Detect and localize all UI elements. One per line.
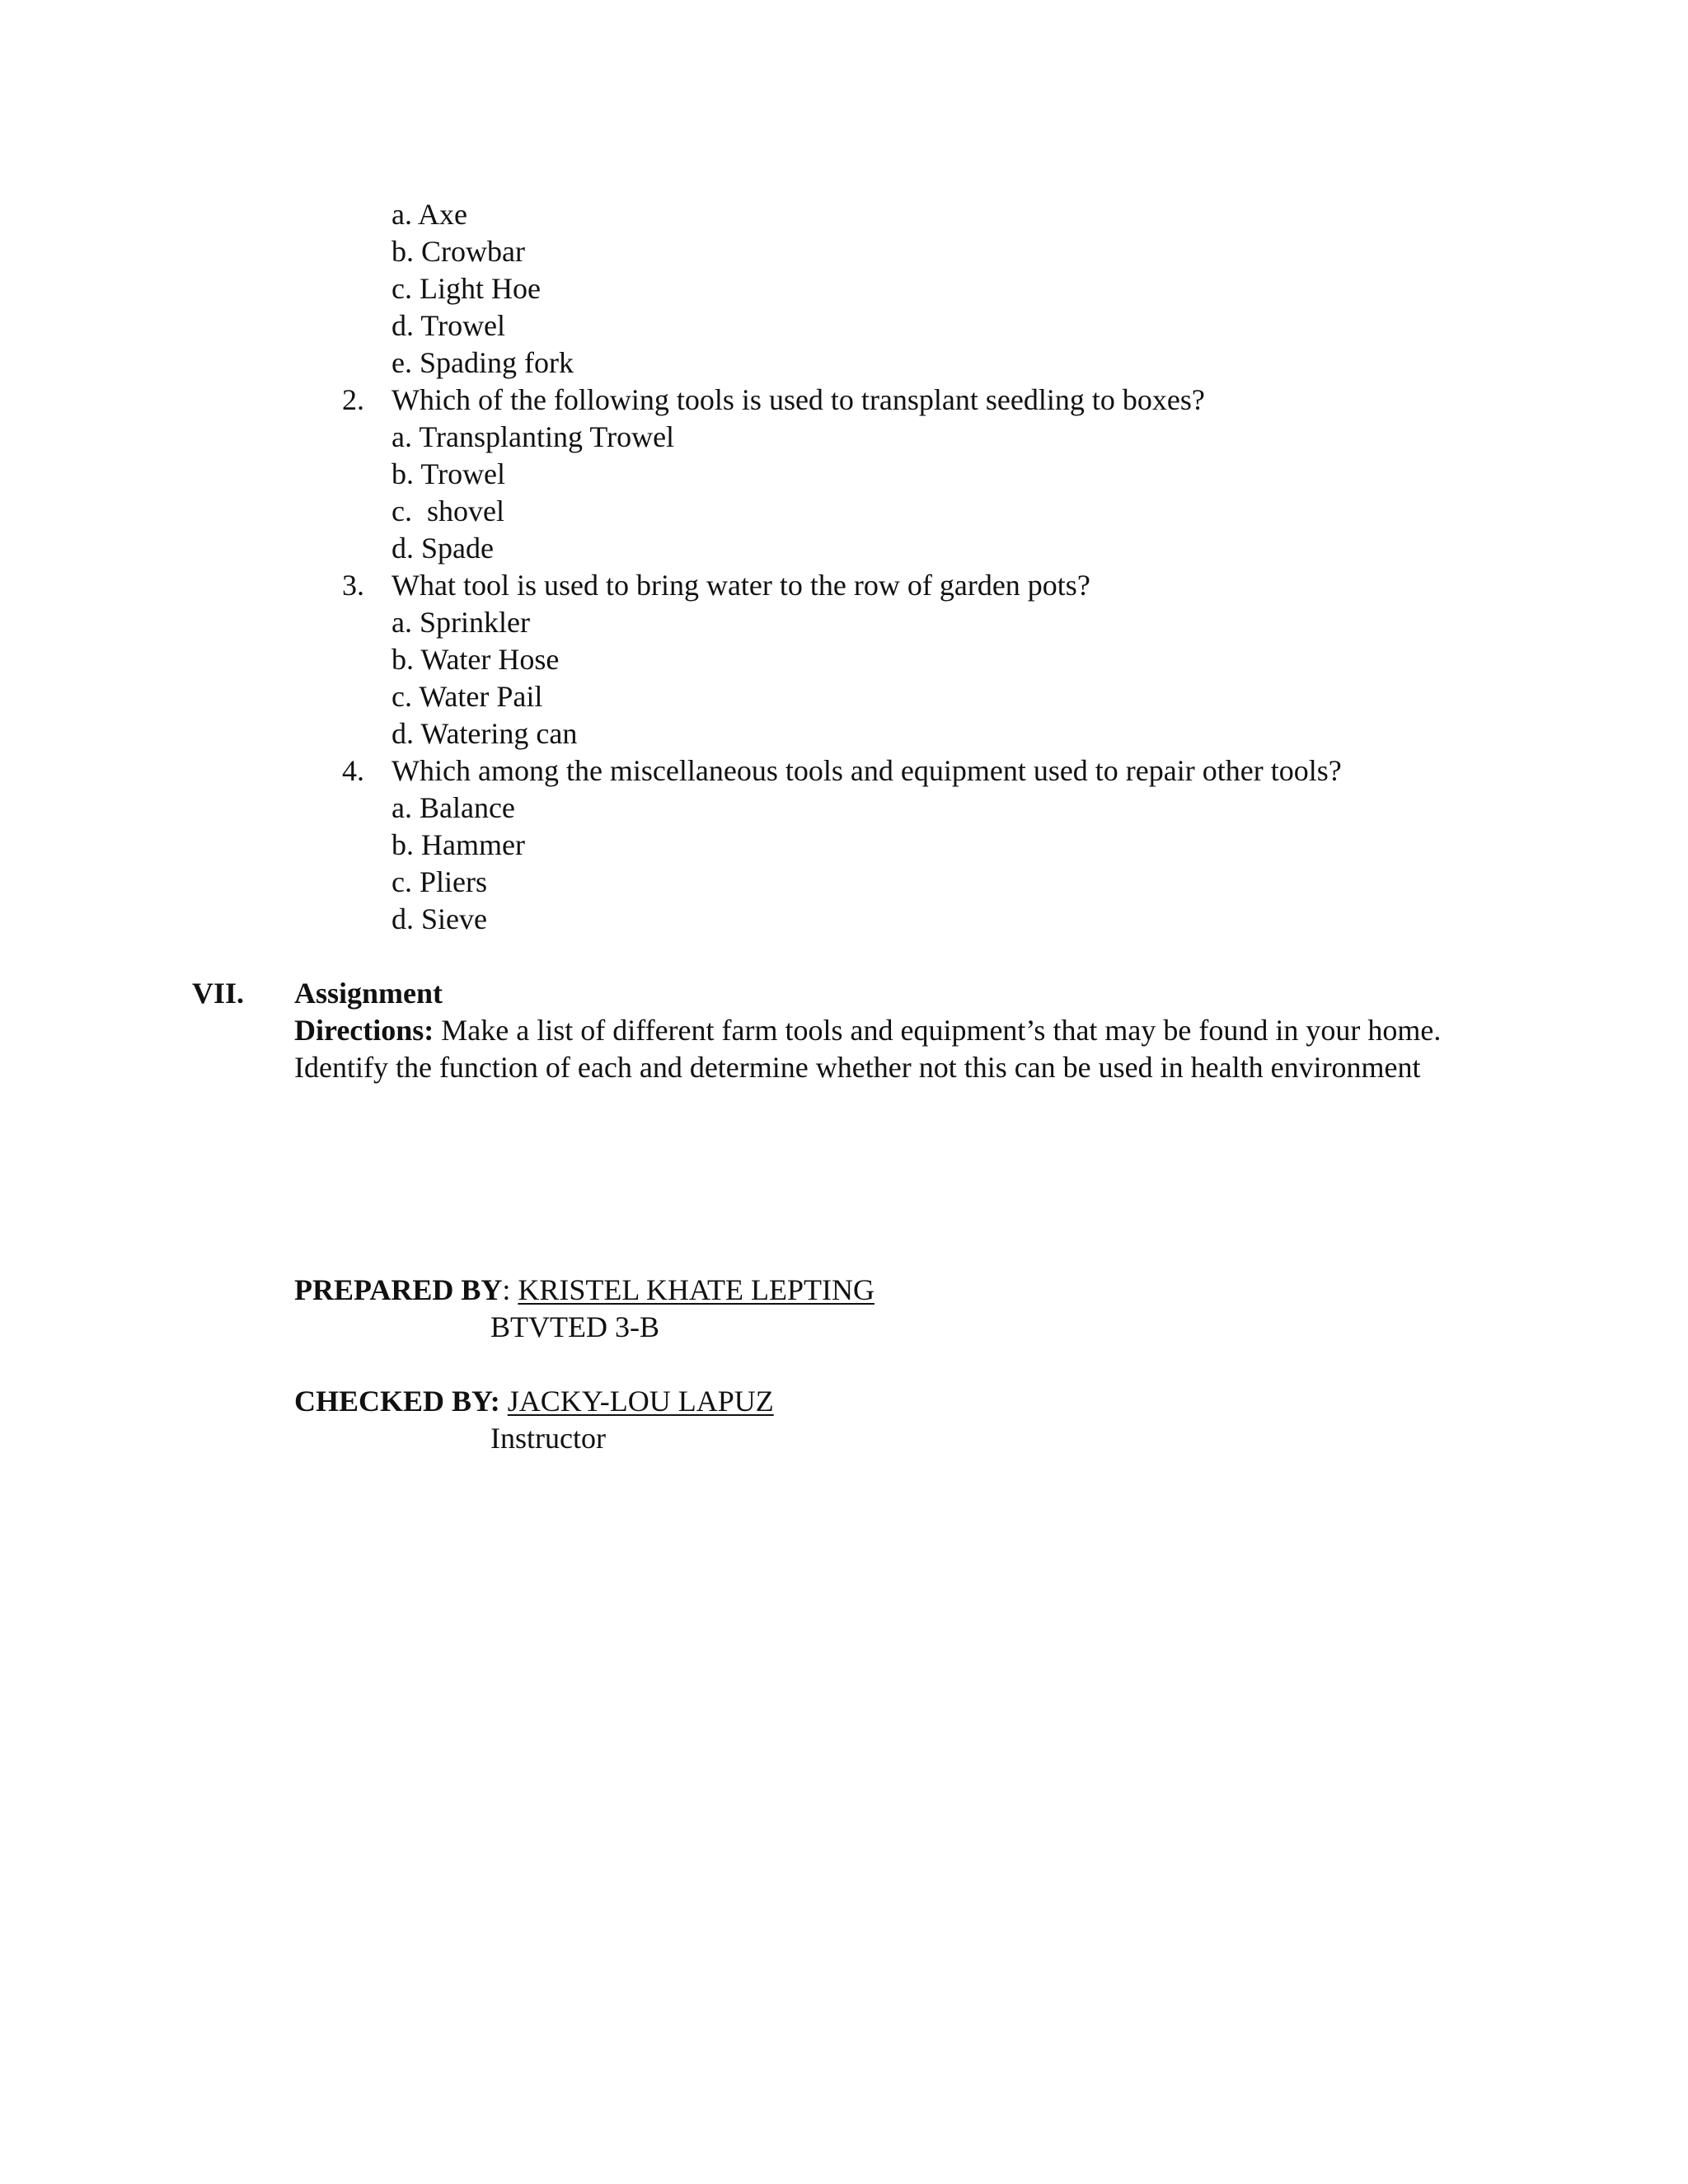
q1-option-a: a. Axe [392, 198, 467, 231]
q2-text: Which of the following tools is used to transplant seedling to boxes? [392, 383, 1205, 416]
q4-option-b: b. Hammer [392, 828, 525, 861]
q2-number: 2. [342, 383, 364, 416]
prepared-by-label: PREPARED BY [294, 1273, 503, 1306]
checked-by-role: Instructor [490, 1422, 606, 1455]
q1-option-b: b. Crowbar [392, 235, 525, 268]
section-numeral: VII. [192, 977, 245, 1010]
q2-option-d: d. Spade [392, 532, 494, 565]
section-heading: Assignment [294, 977, 443, 1010]
q1-option-d: d. Trowel [392, 309, 506, 342]
checked-by-space [500, 1385, 508, 1418]
q3-option-a: a. Sprinkler [392, 606, 530, 639]
q2-option-a: a. Transplanting Trowel [392, 420, 675, 453]
directions-label: Directions: [294, 1014, 434, 1047]
q3-option-b: b. Water Hose [392, 643, 560, 676]
q3-option-d: d. Watering can [392, 717, 578, 750]
q1-option-e: e. Spading fork [392, 346, 574, 379]
q4-text: Which among the miscellaneous tools and equipment used to repair other tools? [392, 754, 1342, 787]
q4-option-d: d. Sieve [392, 902, 487, 935]
directions-text-1: Make a list of different farm tools and equipment’s that may be found in your home. [434, 1014, 1442, 1047]
q2-option-c: c. shovel [392, 494, 504, 527]
directions-line-1 [294, 1012, 1441, 1049]
q4-option-c: c. Pliers [392, 865, 487, 898]
prepared-by-name: KRISTEL KHATE LEPTING [518, 1273, 874, 1306]
directions-line-2: Identify the function of each and determine whether not this can be used in health environment [294, 1051, 1421, 1084]
checked-by-name: JACKY-LOU LAPUZ [507, 1385, 774, 1418]
prepared-by-line [294, 1272, 874, 1309]
q1-option-c: c. Light Hoe [392, 272, 541, 305]
q3-option-c: c. Water Pail [392, 680, 543, 713]
prepared-by-colon: : [502, 1273, 518, 1306]
q3-text: What tool is used to bring water to the row of garden pots? [392, 569, 1090, 602]
checked-by-label: CHECKED BY: [294, 1385, 500, 1418]
q4-number: 4. [342, 754, 364, 787]
checked-by-line [294, 1383, 774, 1420]
q2-option-b: b. Trowel [392, 457, 506, 490]
q4-option-a: a. Balance [392, 791, 515, 824]
q3-number: 3. [342, 569, 364, 602]
prepared-by-role: BTVTED 3-B [490, 1310, 659, 1343]
